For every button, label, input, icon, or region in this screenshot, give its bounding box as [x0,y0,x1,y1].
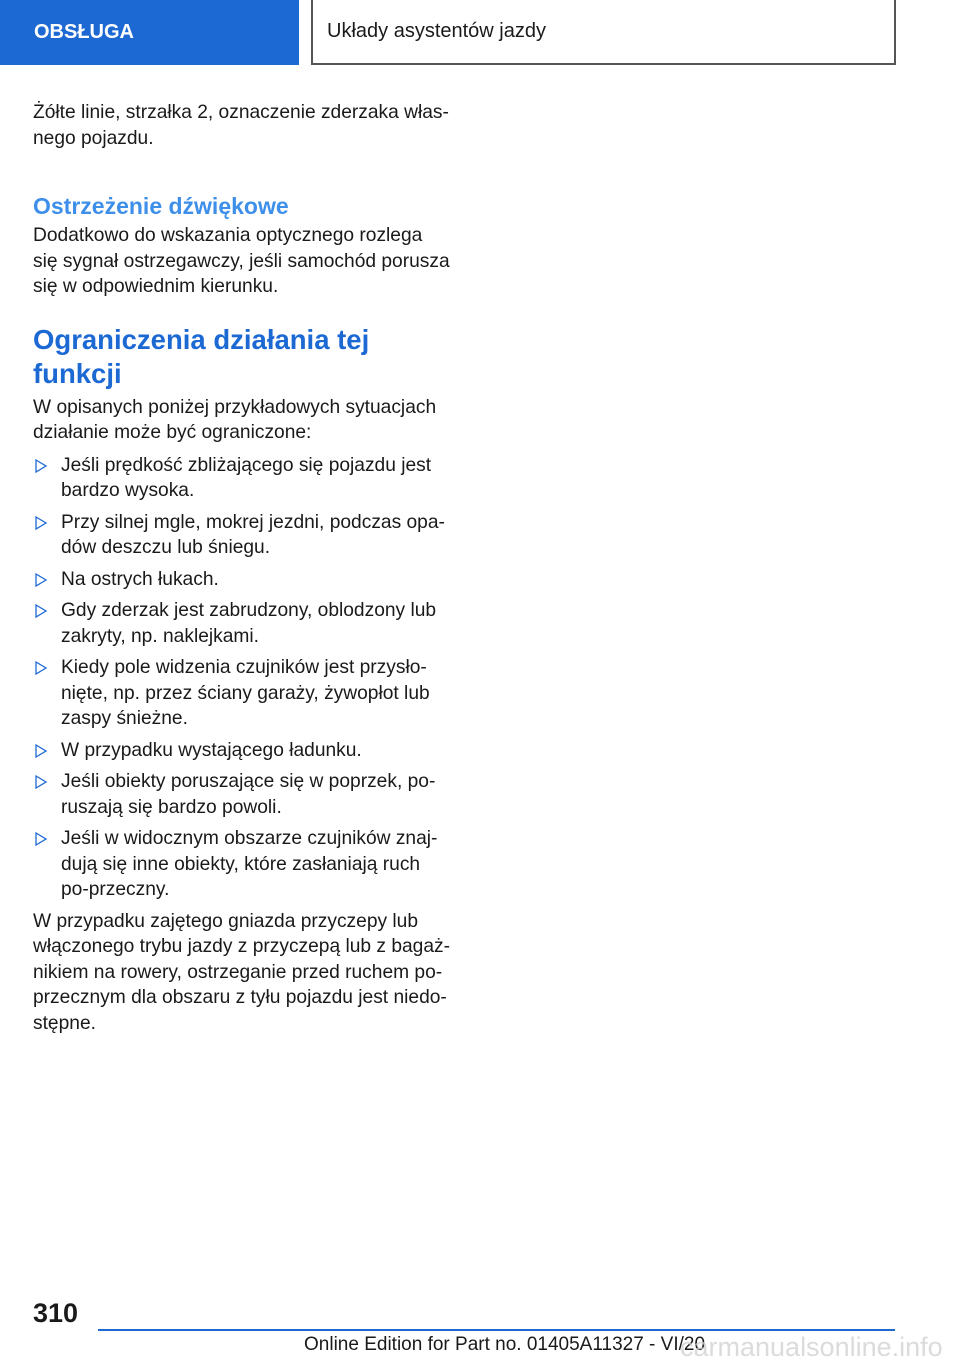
chapter-title: Układy asystentów jazdy [327,20,546,42]
triangle-right-outline-icon [34,459,48,473]
footer-divider [98,1329,895,1331]
page-content [33,100,451,1036]
audio-warning-paragraph: Dodatkowo do wskazania optycznego rozlega się sygnał ostrzegawczy, jeśli samochód porusza się w odpowiednim kierunku. [33,225,450,297]
limitations-closing: W przypadku zajętego gniazda przyczepy lub włączonego trybu jazdy z przyczepą lub z bagaż-nikiem na rowery, ostrzeganie przed ruchem po-przecznym dla obszaru z tyłu pojazdu jest niedo-stępne. [33,910,451,1034]
audio-warning-heading: Ostrzeżenie dźwiękowe [33,193,289,219]
section-label: OBSŁUGA [34,21,134,43]
list-item [33,567,451,593]
list-item-text: Na ostrych łukach. [61,568,219,590]
triangle-right-outline-icon [34,516,48,530]
list-item-text: W przypadku wystającego ładunku. [61,739,362,761]
triangle-right-outline-icon [34,775,48,789]
list-item [33,769,451,820]
list-item [33,826,451,903]
limitations-heading: Ograniczenia działania tej funkcji [33,323,370,389]
watermark: carmanualsonline.info [680,1332,943,1362]
list-item-text: Jeśli obiekty poruszające się w poprzek, po-ruszają się bardzo powoli. [61,771,436,818]
list-item-text: Kiedy pole widzenia czujników jest przysło-nięte, np. przez ściany garaży, żywopłot lub zaspy śnieżne. [61,657,430,729]
list-item-text: Przy silnej mgle, mokrej jezdni, podczas opa-dów deszczu lub śniegu. [61,511,445,558]
chapter-header [311,0,896,65]
list-item-text: Jeśli prędkość zbliżającego się pojazdu jest bardzo wysoka. [61,454,432,501]
intro-paragraph: Żółte linie, strzałka 2, oznaczenie zderzaka włas-nego pojazdu. [33,102,449,149]
limitations-intro: W opisanych poniżej przykładowych sytuacjach działanie może być ograniczone: [33,396,437,443]
list-item [33,738,451,764]
triangle-right-outline-icon [34,604,48,618]
list-item [33,453,451,504]
limitations-list [33,453,451,903]
triangle-right-outline-icon [34,832,48,846]
triangle-right-outline-icon [34,661,48,675]
list-item [33,655,451,732]
list-item-text: Jeśli w widocznym obszarze czujników znaj-dują się inne obiekty, które zasłaniają ruch po-przeczny. [61,828,438,900]
list-item [33,510,451,561]
list-item [33,598,451,649]
section-tab [0,0,299,65]
page-number: 310 [33,1298,79,1328]
edition-note: Online Edition for Part no. 01405A11327 - VI/20 [304,1334,706,1355]
triangle-right-outline-icon [34,744,48,758]
triangle-right-outline-icon [34,573,48,587]
list-item-text: Gdy zderzak jest zabrudzony, oblodzony lub zakryty, np. naklejkami. [61,600,437,647]
